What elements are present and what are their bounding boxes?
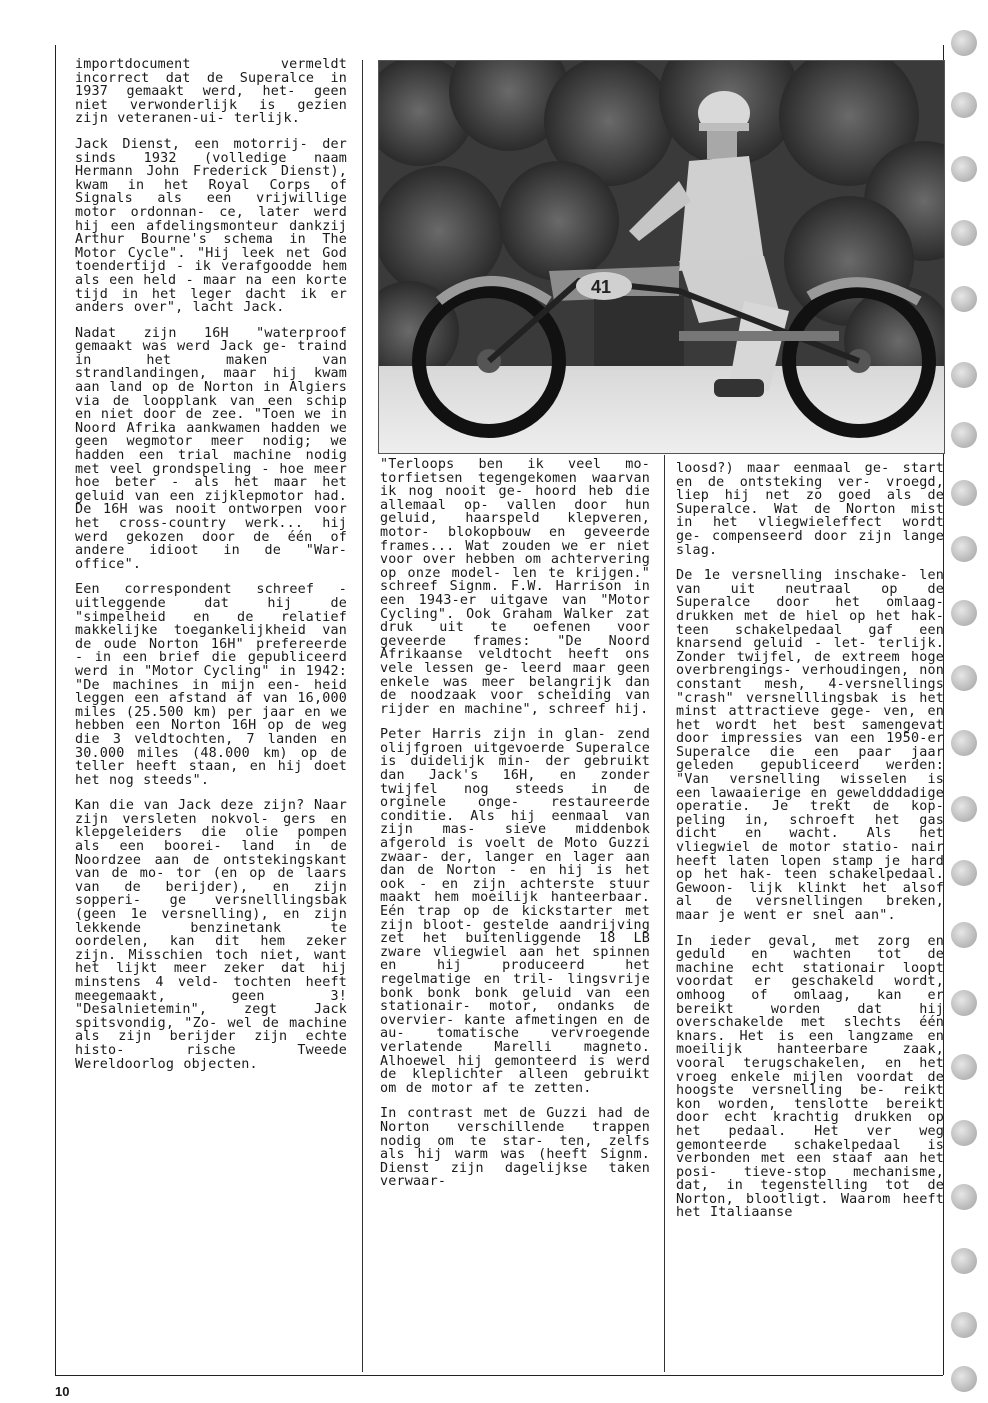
binder-hole [951,1248,977,1274]
paragraph: In contrast met de Guzzi had de Norton verschillende trappen nodig om te star- ten, zelfs als hij warm was (heeft Signm. Dienst zijn dagelijkse taken verwaar- [380,1106,650,1190]
article-column-2 [380,458,650,1201]
paragraph: Nadat zijn 16H "waterproof gemaakt was werd Jack ge- traind in het maken van strandlandingen, maar hij kwam aan land op de Norton in Algiers via de loopplank van een schip en niet door de zee. "Toen we in Noord Afrika aankwamen hadden we geen wegmotor meer nodig; we hadden een trial machine nodig met veel grondspeling - hoe meer hoe beter - als het maar het geluid van een zijklepmotor had. De 16H was nooit ontworpen voor het cross-country werk... hij werd gekozen door de één of andere idioot in de "War-office". [75,325,347,572]
article-column-3 [676,462,944,1232]
article-column-1 [75,58,347,1083]
paragraph: loosd?) maar eenmaal ge- start en de ontsteking ver- vroegd, liep hij net zo goed als de Superalce. Wat de Norton mist in het vliegwieleffect wordt ge- compenseerd door zijn lange slag. [676,461,944,558]
binder-hole [951,30,977,56]
binder-hole [951,1054,977,1080]
paragraph: Een correspondent schreef - uitleggende dat hij de "simpelheid en de relatief makkelijke toegankelijkheid van de oude Norton 16H" prefereerde - in een brief die gepubliceerd werd in "Motor Cycling" in 1942: "De machines in mijn een- heid leggen een afstand af van 16,000 miles (25.500 km) per jaar en we hebben een Norton 16H op de weg die 3 veldtochten, 7 landen en 30.000 miles (48.000 km) op de teller heeft staan, en hij doet het nog steeds". [75,582,347,788]
binder-hole [951,990,977,1016]
race-number: 41 [591,277,612,297]
column-divider-1 [362,60,363,1372]
paragraph: In ieder geval, met zorg en geduld en wachten tot de machine echt stationair loopt voordat er geschakeld wordt, omhoog of omlaag, kan er bereikt worden dat hij overschakelde met slechts één knars. Het is een langzame en moeilijk hanteerbare zaak, vooral terugschakelen, en het vroeg enkele mijlen voordat de hoogste versnelling be- reikt kon worden, tenslotte bereikt door echt krachtig drukken op het pedaal. Het ver weg gemonteerde schakelpedaal is verbonden met een staaf aan het posi- tieve-stop mechanisme, dat, in tegenstelling tot de Norton, blootligt. Waarom heeft het Italiaanse [676,933,944,1221]
paragraph: importdocument vermeldt incorrect dat de Superalce in 1937 gemaakt werd, het- geen niet verwonderlijk is gezien zijn veteranen-ui- terlijk. [75,57,347,127]
binder-hole [951,796,977,822]
binder-hole [951,362,977,388]
binder-hole [951,220,977,246]
paragraph: Jack Dienst, een motorrij- der sinds 1932 (volledige naam Hermann John Frederick Dienst), kwam in het Royal Corps of Signals als een vrijwillige motor ordonnan- ce, later werd hij een afdelingsmonteur dankzij Arthur Bourne's schema in The Motor Cycle". "Hij leek net God toendertijd - ik verafgoodde hem als een held - maar na een korte tijd in het leger dacht ik er anders over", lacht Jack. [75,136,347,316]
binder-hole [951,92,977,118]
binder-hole [951,922,977,948]
binder-hole [951,156,977,182]
paragraph: Peter Harris zijn in glan- zend olijfgroen uitgevoerde Superalce is duidelijk min- der gebruikt dan Jack's 16H, en zonder twijfel nog steeds in de orginele onge- restaureerde conditie. Als hij eenmaal van zijn mas- sieve middenbok afgerold is voelt de Moto Guzzi zwaar- der, langer en lager aan dan de Norton - en hij is het ook - en zijn achterste stuur maakt hem moeilijk hanteerbaar. Eén trap op de kickstarter met zijn bloot- gestelde aandrijving zet het buitenliggende 18 LB zware vliegwiel aan het spinnen en hij produceerd het regelmatige en tril- lingsvrije bonk bonk bonk geluid van een stationair- motor, ondanks de overvier- kante afmetingen en de au- tomatische vervroegende verlatende Marelli magneto. Alhoewel hij gemonteerd is werd de kleplichter alleen gebruikt om de motor af te zetten. [380,727,650,1096]
motorcycle-photo [378,60,945,454]
binder-hole [951,1120,977,1146]
page-frame-bottom [55,1375,943,1376]
binder-hole [951,665,977,691]
binder-hole [951,286,977,312]
binder-hole [951,1184,977,1210]
binder-hole [951,480,977,506]
binder-hole [951,1312,977,1338]
binder-hole [951,1366,977,1392]
page-number: 10 [55,1384,70,1399]
binder-holes [943,30,988,1390]
paragraph: De 1e versnelling inschake- len van uit neutraal op de Superalce door het omlaag- drukken met de hiel op het hak-teen schakelpedaal gaf een knarsend geluid - let- terlijk. Zonder twijfel, de extreem hoge overbrengings- verhoudingen, non constant mesh, 4-versnellings "crash" versnelllingsbak is het minst attractieve gege- ven, en het wordt het best samengevat door impressies van een 1950-er Superalce die een paar jaar geleden gepubliceerd werden: "Van versnelling wisselen is een lawaaierige en geweldddadige operatie. Je trekt de kop- peling in, schroeft het gas dicht en wacht. Als het vliegwiel de motor statio- nair heeft laten lopen stamp je hard op het hak- teen schakelpedaal. Gewoon- lijk klinkt het alsof al de versnellingen breken, maar je went er snel aan". [676,568,944,923]
paragraph: "Terloops ben ik veel mo- torfietsen tegengekomen waarvan ik nog nooit ge- hoord heb die allemaal op- vallen door hun geluid, haarspeld klepveren, motor- blokopbouw en geveerde frames... Wat zouden we er niet voor over hebben om achtervering op onze model- len te krijgen." schreef Signm. F.W. Harrison in een 1943-er uitgave van "Motor Cycling". Ook Graham Walker zat druk uit te oefenen voor geveerde frames: "De Noord Afrikaanse veldtocht heeft ons vele lessen ge- leerd maar geen enkele was meer belangrijk dan de noodzaak voor scheiding van rijder en machine", schreef hij. [380,457,650,717]
page-frame-left [55,45,56,1375]
binder-hole [951,730,977,756]
paragraph: Kan die van Jack deze zijn? Naar zijn versleten nokvol- gers en klepgeleiders die olie pompen als een boorei- land in de Noordzee aan de ontstekingskant van de mo- tor (en op de laars van de berijder), en zijn sopperi- ge versnelllingsbak (geen 1e versnelling), en zijn lekkende benzinetank te oordelen, kan dit hem zeker zijn. Misschien toch niet, want het lijkt meer zeker dat hij minstens 4 veld- tochten heeft meegemaakt, geen 3! "Desalnietemin", zegt Jack spitsvondig, "Zo- wel de machine als zijn berijder zijn echte histo- rische Tweede Wereldoorlog objecten. [75,798,347,1072]
column-divider-2 [664,455,665,1372]
binder-hole [951,536,977,562]
binder-hole [951,600,977,626]
binder-hole [951,422,977,448]
binder-hole [951,860,977,886]
